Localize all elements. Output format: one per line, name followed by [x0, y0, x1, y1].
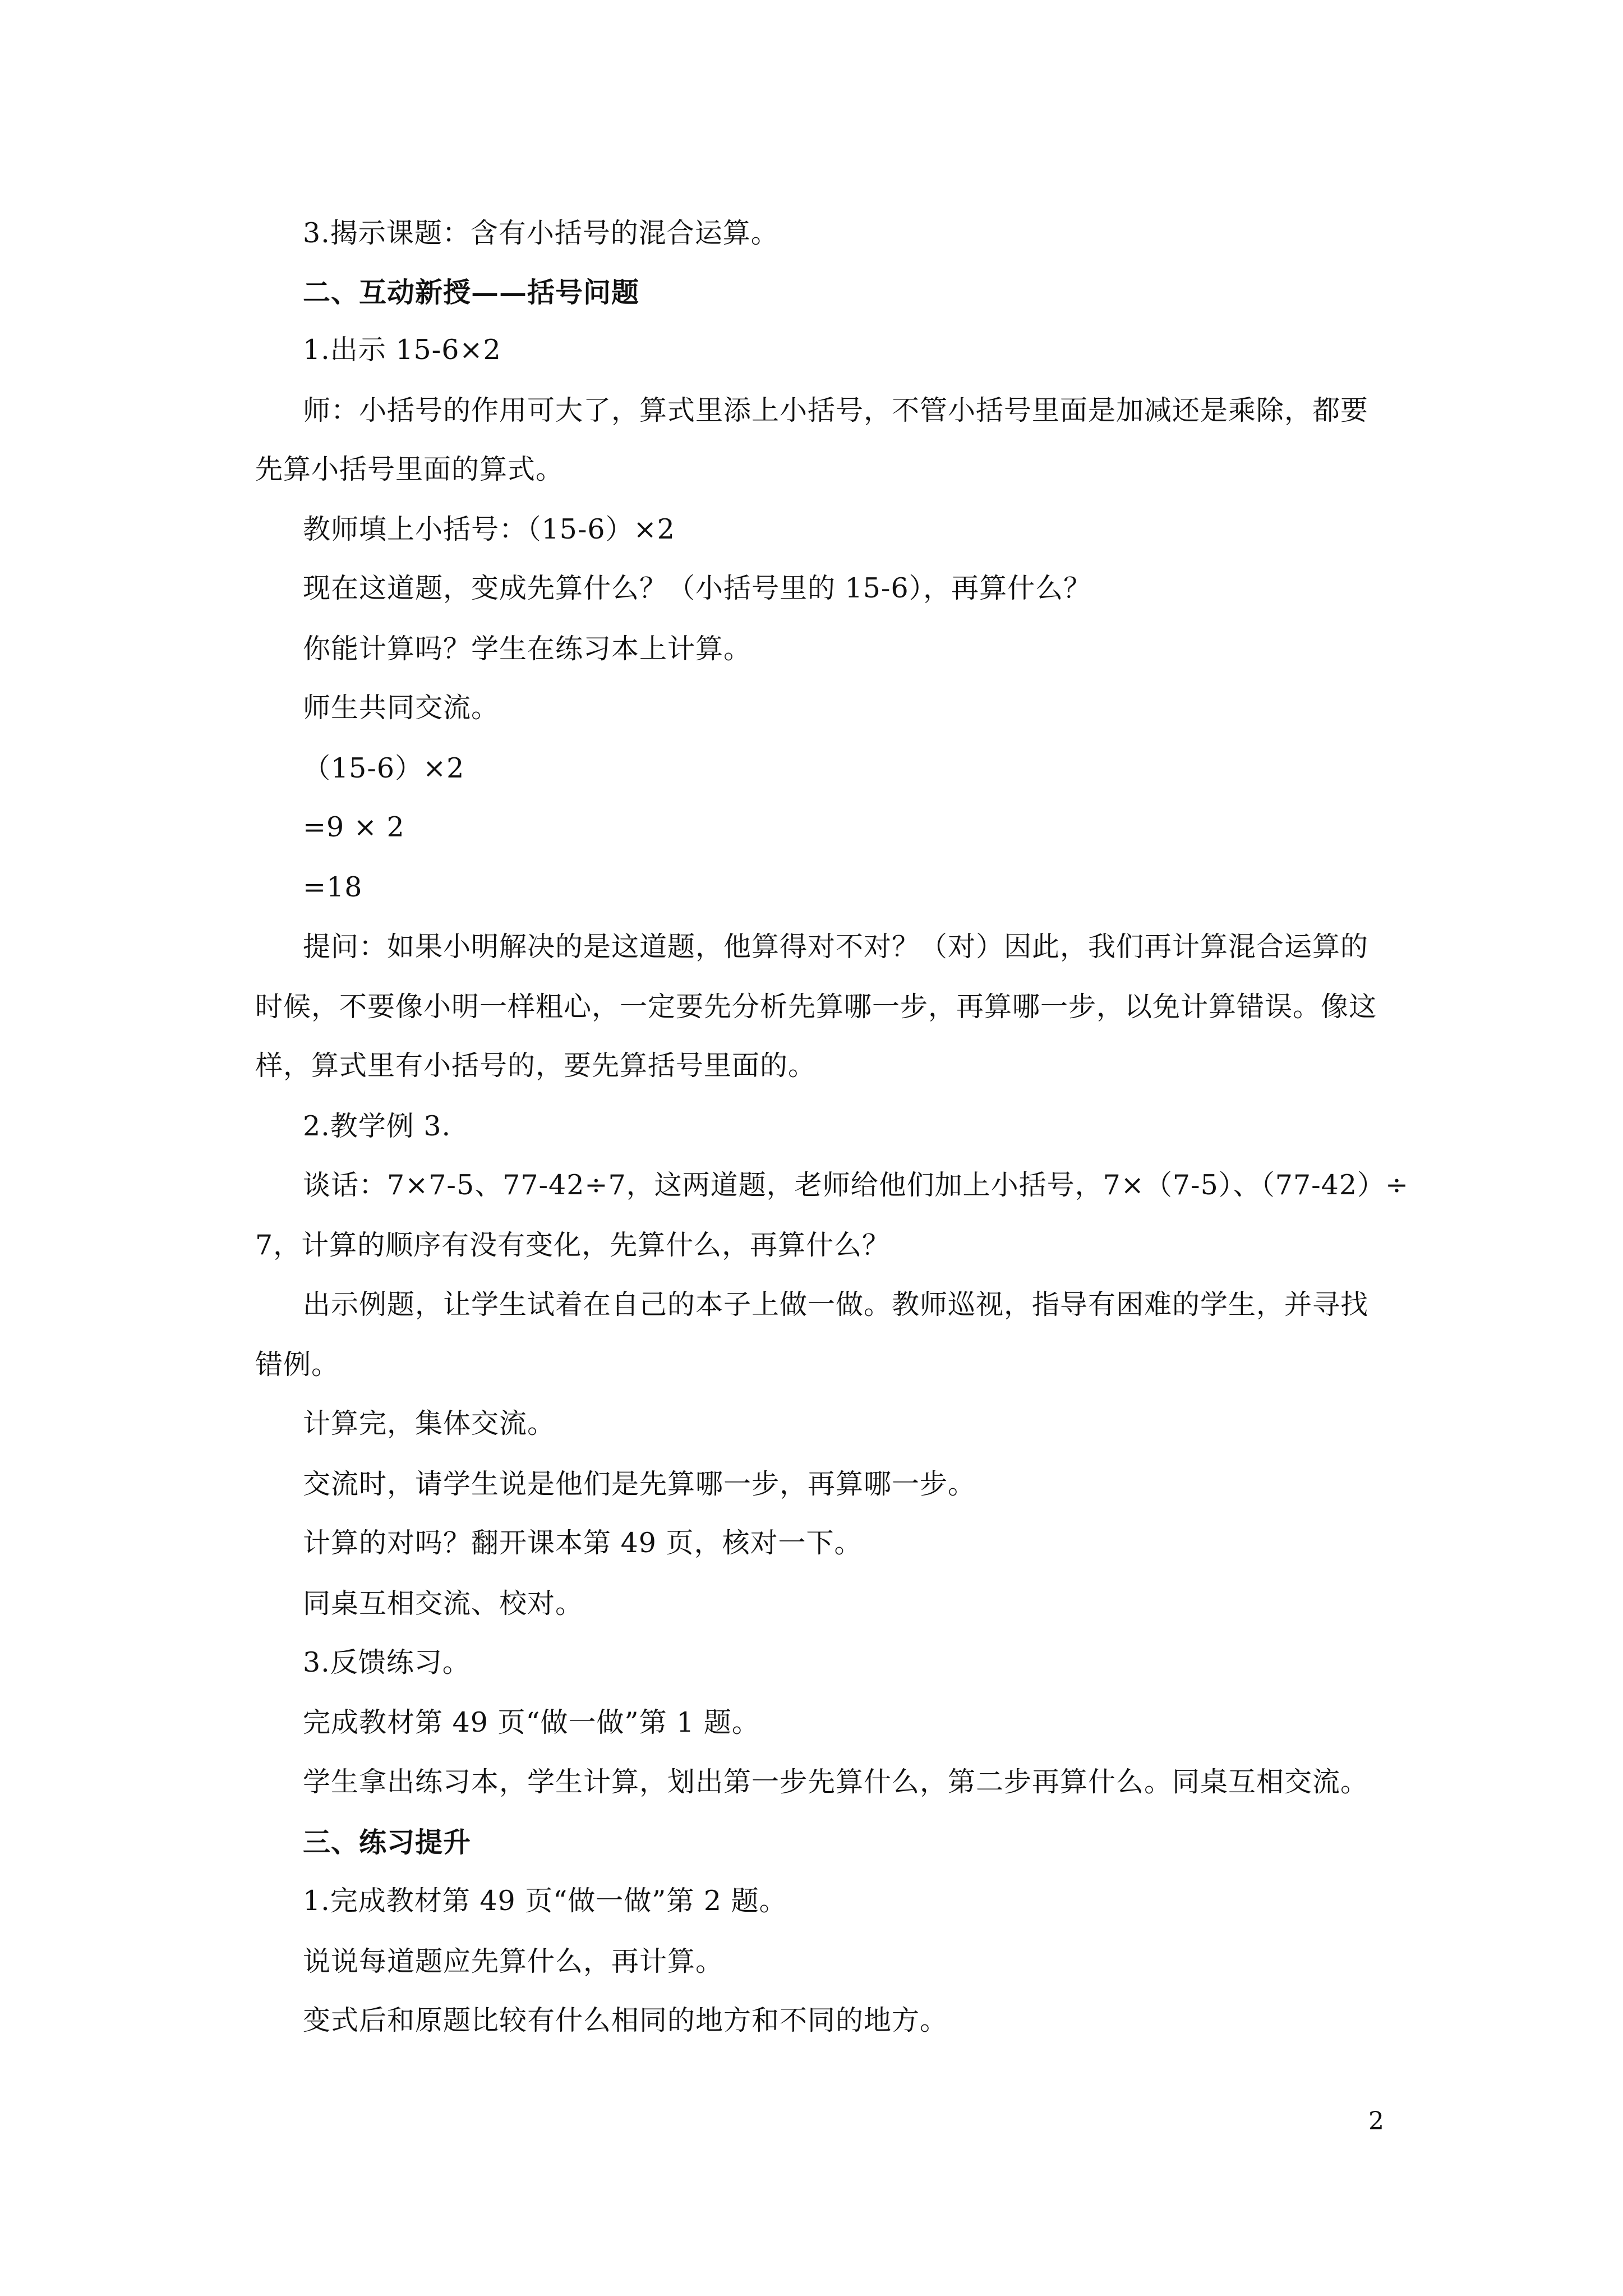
paragraph-complete-q2: 1.完成教材第 49 页“做一做”第 2 题。 [303, 1885, 787, 1917]
page-number: 2 [1368, 2107, 1384, 2136]
paragraph-say-first-step: 说说每道题应先算什么，再计算。 [303, 1945, 724, 1977]
paragraph-talk-cont: 7，计算的顺序有没有变化，先算什么，再算什么？ [255, 1229, 891, 1261]
paragraph-complete-q1: 完成教材第 49 页“做一做”第 1 题。 [303, 1706, 760, 1738]
paragraph-feedback-practice: 3.反馈练习。 [303, 1646, 471, 1678]
paragraph-explain-steps: 交流时，请学生说是他们是先算哪一步，再算哪一步。 [303, 1468, 976, 1500]
paragraph-talk: 谈话：7×7-5、77-42÷7，这两道题，老师给他们加上小括号，7×（7-5）、（77-42）÷ [303, 1169, 1409, 1201]
paragraph-desk-mates: 同桌互相交流、校对。 [303, 1588, 584, 1619]
paragraph-compare-variants: 变式后和原题比较有什么相同的地方和不同的地方。 [303, 2004, 948, 2036]
section-heading-interactive-teaching: 二、互动新授——括号问题 [303, 276, 640, 309]
paragraph-reveal-topic: 3.揭示课题：含有小括号的混合运算。 [303, 217, 779, 249]
section-heading-practice: 三、练习提升 [303, 1826, 472, 1858]
paragraph-question: 提问：如果小明解决的是这道题，他算得对不对？（对）因此，我们再计算混合运算的 [303, 931, 1369, 963]
paragraph-question-cont-1: 时候，不要像小明一样粗心，一定要先分析先算哪一步，再算哪一步，以免计算错误。像这 [255, 991, 1377, 1023]
calculation-step-2: =9 × 2 [303, 811, 405, 843]
paragraph-show-example: 出示例题，让学生试着在自己的本子上做一做。教师巡视，指导有困难的学生，并寻找 [303, 1289, 1369, 1320]
paragraph-can-you-calculate: 你能计算吗？学生在练习本上计算。 [303, 633, 752, 665]
calculation-step-1: （15-6）×2 [303, 752, 465, 784]
paragraph-teacher-adds-brackets: 教师填上小括号：（15-6）×2 [303, 513, 675, 545]
calculation-step-3: =18 [303, 871, 363, 903]
paragraph-show-example-cont: 错例。 [255, 1349, 340, 1381]
paragraph-group-exchange: 计算完，集体交流。 [303, 1407, 556, 1439]
paragraph-what-first: 现在这道题，变成先算什么？（小括号里的 15-6），再算什么？ [303, 572, 1092, 604]
paragraph-teacher-explains-cont: 先算小括号里面的算式。 [255, 453, 564, 485]
paragraph-discussion: 师生共同交流。 [303, 692, 500, 724]
paragraph-check-textbook: 计算的对吗？翻开课本第 49 页，核对一下。 [303, 1527, 863, 1559]
paragraph-students-calculate: 学生拿出练习本，学生计算，划出第一步先算什么，第二步再算什么。同桌互相交流。 [303, 1766, 1369, 1798]
paragraph-teacher-explains: 师：小括号的作用可大了，算式里添上小括号，不管小括号里面是加减还是乘除，都要 [303, 394, 1369, 426]
paragraph-show-expression: 1.出示 15-6×2 [303, 334, 501, 366]
paragraph-example-3: 2.教学例 3. [303, 1110, 451, 1142]
paragraph-question-cont-2: 样，算式里有小括号的，要先算括号里面的。 [255, 1050, 817, 1082]
